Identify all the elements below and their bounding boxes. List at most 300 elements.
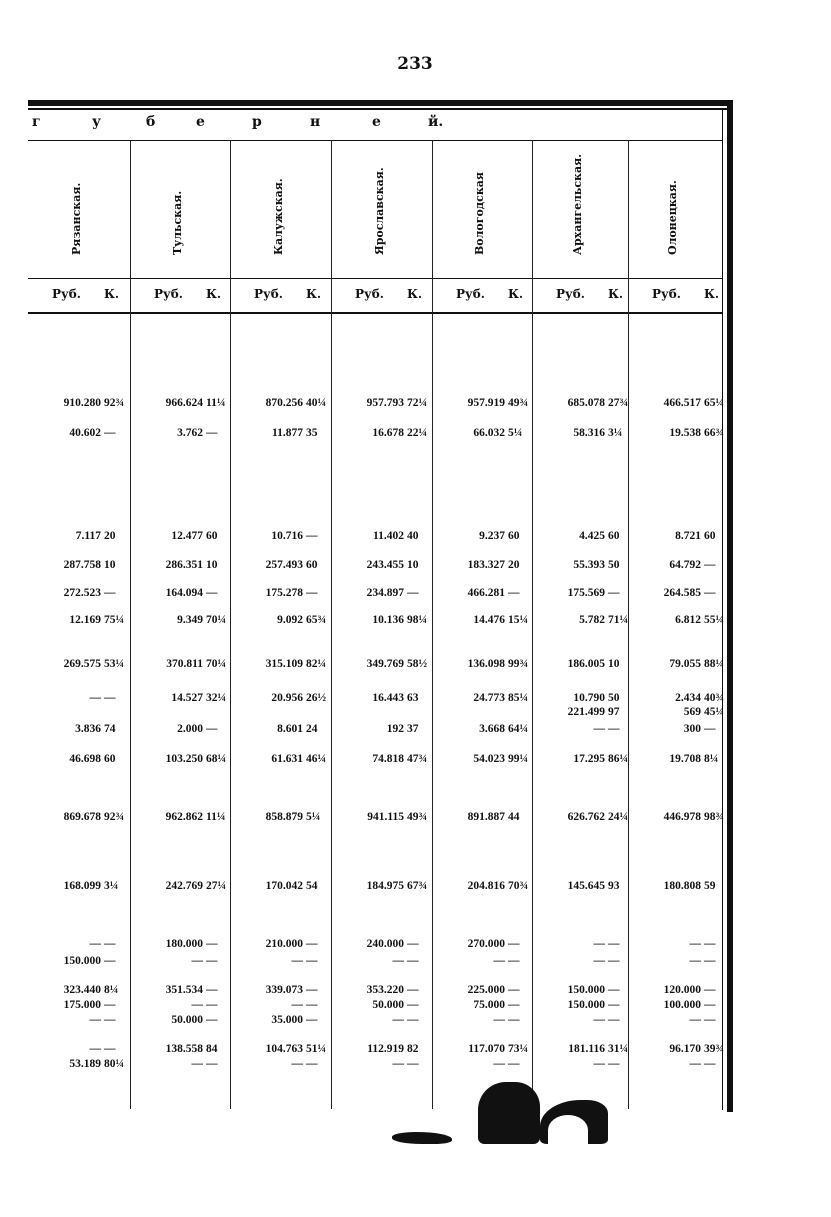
cell-kopecks: 63 xyxy=(407,692,419,704)
cell-kopecks: 60 xyxy=(206,530,218,542)
unit-kop: К. xyxy=(104,287,120,301)
ink-blot-left xyxy=(392,1132,452,1144)
cell-rubles: 58.316 xyxy=(573,427,605,439)
cell-rubles: 9.092 xyxy=(277,614,303,626)
heading-letter: н xyxy=(310,114,321,130)
cell-rubles: — xyxy=(392,1014,404,1026)
cell-rubles: 103.250 xyxy=(165,753,203,765)
cell-kopecks: 70¾ xyxy=(508,880,529,892)
cell-kopecks: — xyxy=(306,938,318,950)
cell-rubles: 14.527 xyxy=(171,692,203,704)
cell-kopecks: — xyxy=(306,587,318,599)
cell-rubles: 19.708 xyxy=(669,753,701,765)
cell-rubles: — xyxy=(89,692,101,704)
cell-rubles: 626.762 xyxy=(567,811,605,823)
unit-kop: К. xyxy=(508,287,524,301)
cell-rubles: — xyxy=(593,938,605,950)
column-line xyxy=(432,141,433,1109)
cell-kopecks: — xyxy=(306,1014,318,1026)
cell-kopecks: 71¼ xyxy=(608,614,629,626)
cell-kopecks: 50 xyxy=(608,692,620,704)
cell-kopecks: 10 xyxy=(104,559,116,571)
cell-kopecks: — xyxy=(704,723,716,735)
cell-rubles: 966.624 xyxy=(165,397,203,409)
cell-kopecks: — xyxy=(104,1043,116,1055)
cell-rubles: — xyxy=(493,1058,505,1070)
cell-kopecks: — xyxy=(704,1058,716,1070)
right-border xyxy=(727,100,733,1112)
cell-rubles: 53.189 xyxy=(69,1058,101,1070)
cell-kopecks: — xyxy=(104,427,116,439)
cell-kopecks: 97 xyxy=(608,706,620,718)
cell-kopecks: 15¼ xyxy=(508,614,529,626)
cell-rubles: — xyxy=(593,955,605,967)
cell-rubles: 50.000 xyxy=(372,999,404,1011)
heading-letter: г xyxy=(32,114,41,130)
cell-kopecks: 84 xyxy=(206,1043,218,1055)
cell-kopecks: 35 xyxy=(306,427,318,439)
cell-kopecks: — xyxy=(704,999,716,1011)
province-header: Архангельская. xyxy=(571,153,584,255)
cell-rubles: 272.523 xyxy=(63,587,101,599)
cell-rubles: 351.534 xyxy=(165,984,203,996)
column-line xyxy=(130,141,131,1109)
cell-rubles: 234.897 xyxy=(366,587,404,599)
cell-rubles: 269.575 xyxy=(63,658,101,670)
right-border-thin xyxy=(722,110,723,1110)
province-header: Рязанская. xyxy=(70,182,83,255)
cell-kopecks: 20 xyxy=(104,530,116,542)
cell-kopecks: — xyxy=(508,955,520,967)
cell-kopecks: 24¼ xyxy=(608,811,629,823)
cell-rubles: 870.256 xyxy=(265,397,303,409)
cell-kopecks: 37 xyxy=(407,723,419,735)
page-number: 233 xyxy=(397,54,433,74)
cell-kopecks: — xyxy=(206,427,218,439)
cell-kopecks: — xyxy=(508,938,520,950)
cell-rubles: 10.716 xyxy=(271,530,303,542)
cell-rubles: 112.919 xyxy=(367,1043,404,1055)
cell-kopecks: 11¼ xyxy=(206,397,226,409)
cell-kopecks: 68¼ xyxy=(206,753,227,765)
cell-rubles: 164.094 xyxy=(165,587,203,599)
top-rule-thin xyxy=(28,108,733,110)
cell-rubles: 685.078 xyxy=(567,397,605,409)
cell-rubles: 287.758 xyxy=(63,559,101,571)
cell-kopecks: 8¼ xyxy=(704,753,719,765)
cell-rubles: 96.170 xyxy=(669,1043,701,1055)
cell-rubles: 170.042 xyxy=(265,880,303,892)
cell-rubles: — xyxy=(593,1014,605,1026)
cell-kopecks: 60 xyxy=(608,530,620,542)
cell-rubles: 183.327 xyxy=(467,559,505,571)
cell-rubles: 349.769 xyxy=(366,658,404,670)
cell-rubles: — xyxy=(191,1058,203,1070)
cell-rubles: 4.425 xyxy=(579,530,605,542)
cell-kopecks: — xyxy=(104,587,116,599)
province-header: Тульская. xyxy=(171,190,184,255)
cell-kopecks: — xyxy=(206,723,218,735)
cell-kopecks: 99¼ xyxy=(508,753,529,765)
column-line xyxy=(532,141,533,1109)
cell-rubles: — xyxy=(689,1014,701,1026)
cell-rubles: 264.585 xyxy=(663,587,701,599)
cell-rubles: 54.023 xyxy=(473,753,505,765)
cell-kopecks: 3¼ xyxy=(104,880,119,892)
cell-rubles: 100.000 xyxy=(663,999,701,1011)
cell-rubles: 55.393 xyxy=(573,559,605,571)
cell-rubles: 210.000 xyxy=(265,938,303,950)
unit-rub: Руб. xyxy=(456,287,485,301)
cell-kopecks: — xyxy=(608,1058,620,1070)
cell-rubles: 46.698 xyxy=(69,753,101,765)
cell-rubles: — xyxy=(593,1058,605,1070)
column-line xyxy=(230,141,231,1109)
cell-rubles: 138.558 xyxy=(165,1043,203,1055)
cell-kopecks: — xyxy=(407,1014,419,1026)
cell-rubles: — xyxy=(689,938,701,950)
cell-kopecks: 49¾ xyxy=(508,397,529,409)
cell-kopecks: 32¼ xyxy=(206,692,227,704)
unit-rub: Руб. xyxy=(355,287,384,301)
cell-rubles: 75.000 xyxy=(473,999,505,1011)
cell-rubles: 20.956 xyxy=(271,692,303,704)
cell-rubles: 869.678 xyxy=(63,811,101,823)
cell-kopecks: 74 xyxy=(104,723,116,735)
cell-rubles: 569 xyxy=(683,706,701,718)
cell-rubles: 2.434 xyxy=(675,692,701,704)
heading-letter: е xyxy=(372,114,381,130)
cell-kopecks: 27¼ xyxy=(206,880,227,892)
heading-row xyxy=(28,112,723,140)
heading-letter: й. xyxy=(428,114,444,130)
cell-rubles: 962.862 xyxy=(165,811,203,823)
cell-kopecks: 73¼ xyxy=(508,1043,529,1055)
cell-kopecks: — xyxy=(608,587,620,599)
cell-rubles: — xyxy=(291,1058,303,1070)
cell-kopecks: — xyxy=(608,938,620,950)
cell-rubles: 910.280 xyxy=(63,397,101,409)
cell-kopecks: 65¾ xyxy=(306,614,327,626)
province-header: Вологодская xyxy=(473,171,486,255)
cell-rubles: 3.668 xyxy=(479,723,505,735)
unit-bottom-rule xyxy=(28,312,723,314)
cell-rubles: 7.117 xyxy=(75,530,101,542)
cell-kopecks: — xyxy=(206,1014,218,1026)
cell-rubles: 221.499 xyxy=(567,706,605,718)
cell-kopecks: 70¼ xyxy=(206,614,227,626)
cell-kopecks: 82 xyxy=(407,1043,419,1055)
cell-kopecks: — xyxy=(306,1058,318,1070)
cell-kopecks: 98¾ xyxy=(704,811,725,823)
cell-kopecks: 72¼ xyxy=(407,397,428,409)
cell-rubles: 66.032 xyxy=(473,427,505,439)
cell-rubles: 240.000 xyxy=(366,938,404,950)
cell-kopecks: — xyxy=(704,587,716,599)
cell-kopecks: — xyxy=(704,938,716,950)
cell-kopecks: 3¼ xyxy=(608,427,623,439)
cell-kopecks: — xyxy=(104,1014,116,1026)
cell-rubles: 957.793 xyxy=(366,397,404,409)
cell-kopecks: — xyxy=(206,999,218,1011)
cell-rubles: 242.769 xyxy=(165,880,203,892)
cell-kopecks: — xyxy=(508,587,520,599)
cell-rubles: 181.116 xyxy=(568,1043,605,1055)
cell-rubles: 257.493 xyxy=(265,559,303,571)
cell-kopecks: 51¼ xyxy=(306,1043,327,1055)
province-header: Олонецкая. xyxy=(666,180,679,255)
cell-rubles: 16.443 xyxy=(372,692,404,704)
cell-kopecks: 8¼ xyxy=(104,984,119,996)
cell-rubles: 136.098 xyxy=(467,658,505,670)
cell-kopecks: 66¾ xyxy=(704,427,725,439)
cell-kopecks: 92¾ xyxy=(104,811,125,823)
cell-rubles: 858.879 xyxy=(265,811,303,823)
cell-kopecks: 50 xyxy=(608,559,620,571)
cell-rubles: 3.762 xyxy=(177,427,203,439)
cell-rubles: 50.000 xyxy=(171,1014,203,1026)
cell-rubles: 145.645 xyxy=(567,880,605,892)
cell-rubles: 192 xyxy=(386,723,404,735)
cell-kopecks: 10 xyxy=(407,559,419,571)
cell-rubles: — xyxy=(689,1058,701,1070)
unit-kop: К. xyxy=(206,287,222,301)
cell-kopecks: — xyxy=(306,530,318,542)
cell-rubles: 180.000 xyxy=(165,938,203,950)
cell-rubles: — xyxy=(689,955,701,967)
heading-bottom-rule xyxy=(28,140,723,141)
heading-letter: б xyxy=(146,114,156,130)
cell-kopecks: 93 xyxy=(608,880,620,892)
cell-rubles: 150.000 xyxy=(567,984,605,996)
cell-kopecks: 70¼ xyxy=(206,658,227,670)
cell-rubles: 175.278 xyxy=(265,587,303,599)
cell-kopecks: 92¾ xyxy=(104,397,125,409)
cell-kopecks: — xyxy=(508,1058,520,1070)
cell-kopecks: — xyxy=(704,984,716,996)
cell-kopecks: — xyxy=(104,955,116,967)
cell-kopecks: 10 xyxy=(608,658,620,670)
cell-kopecks: — xyxy=(608,955,620,967)
ink-blot-center xyxy=(478,1082,540,1144)
cell-kopecks: — xyxy=(306,999,318,1011)
cell-kopecks: 49¾ xyxy=(407,811,428,823)
cell-kopecks: — xyxy=(608,723,620,735)
cell-rubles: 117.070 xyxy=(468,1043,505,1055)
cell-rubles: 270.000 xyxy=(467,938,505,950)
cell-rubles: 175.000 xyxy=(63,999,101,1011)
cell-rubles: 40.602 xyxy=(69,427,101,439)
cell-kopecks: 10 xyxy=(206,559,218,571)
cell-kopecks: 60 xyxy=(508,530,520,542)
cell-rubles: 16.678 xyxy=(372,427,404,439)
cell-rubles: — xyxy=(493,955,505,967)
cell-rubles: 35.000 xyxy=(271,1014,303,1026)
cell-kopecks: — xyxy=(206,984,218,996)
cell-kopecks: — xyxy=(407,955,419,967)
province-header: Калужская. xyxy=(271,178,285,255)
cell-rubles: 339.073 xyxy=(265,984,303,996)
cell-kopecks: — xyxy=(704,955,716,967)
province-header: Ярославская. xyxy=(372,167,386,255)
cell-kopecks: 24 xyxy=(306,723,318,735)
cell-kopecks: 80¼ xyxy=(104,1058,125,1070)
cell-kopecks: 44 xyxy=(508,811,520,823)
cell-kopecks: 60 xyxy=(704,530,716,542)
cell-rubles: 353.220 xyxy=(366,984,404,996)
province-bottom-rule xyxy=(28,278,723,279)
unit-kop: К. xyxy=(608,287,624,301)
cell-rubles: 286.351 xyxy=(165,559,203,571)
cell-rubles: 14.476 xyxy=(473,614,505,626)
cell-rubles: — xyxy=(593,723,605,735)
cell-rubles: 64.792 xyxy=(669,559,701,571)
cell-rubles: — xyxy=(392,955,404,967)
cell-kopecks: 64¼ xyxy=(508,723,529,735)
cell-kopecks: — xyxy=(206,1058,218,1070)
cell-rubles: — xyxy=(89,1014,101,1026)
cell-rubles: 10.790 xyxy=(573,692,605,704)
unit-rub: Руб. xyxy=(556,287,585,301)
cell-kopecks: 85¼ xyxy=(508,692,529,704)
cell-rubles: 12.477 xyxy=(171,530,203,542)
cell-rubles: 11.402 xyxy=(373,530,404,542)
cell-kopecks: 88¼ xyxy=(704,658,725,670)
cell-kopecks: — xyxy=(306,955,318,967)
cell-rubles: — xyxy=(89,938,101,950)
cell-rubles: 168.099 xyxy=(63,880,101,892)
cell-rubles: 466.281 xyxy=(467,587,505,599)
cell-rubles: 957.919 xyxy=(467,397,505,409)
cell-kopecks: 27¾ xyxy=(608,397,629,409)
cell-kopecks: 31¼ xyxy=(608,1043,629,1055)
cell-rubles: 74.818 xyxy=(372,753,404,765)
cell-rubles: 3.836 xyxy=(75,723,101,735)
cell-rubles: 9.349 xyxy=(177,614,203,626)
heading-letter: р xyxy=(252,114,262,130)
cell-rubles: — xyxy=(392,1058,404,1070)
unit-rub: Руб. xyxy=(154,287,183,301)
cell-kopecks: — xyxy=(608,999,620,1011)
top-rule xyxy=(28,100,733,106)
cell-rubles: 19.538 xyxy=(669,427,701,439)
cell-kopecks: 53¼ xyxy=(104,658,125,670)
cell-kopecks: — xyxy=(104,692,116,704)
cell-kopecks: 39¾ xyxy=(704,1043,725,1055)
cell-rubles: 315.109 xyxy=(265,658,303,670)
cell-kopecks: 20 xyxy=(508,559,520,571)
cell-kopecks: 5¼ xyxy=(306,811,321,823)
cell-rubles: 12.169 xyxy=(69,614,101,626)
cell-rubles: — xyxy=(493,1014,505,1026)
cell-kopecks: — xyxy=(508,999,520,1011)
cell-kopecks: — xyxy=(104,999,116,1011)
cell-rubles: — xyxy=(191,999,203,1011)
cell-rubles: 10.136 xyxy=(372,614,404,626)
cell-rubles: — xyxy=(191,955,203,967)
cell-rubles: 8.721 xyxy=(675,530,701,542)
cell-rubles: 17.295 xyxy=(573,753,605,765)
cell-kopecks: — xyxy=(206,955,218,967)
cell-kopecks: 75¼ xyxy=(104,614,125,626)
cell-kopecks: — xyxy=(407,1058,419,1070)
unit-kop: К. xyxy=(407,287,423,301)
cell-kopecks: 47¾ xyxy=(407,753,428,765)
unit-kop: К. xyxy=(704,287,720,301)
cell-rubles: 5.782 xyxy=(579,614,605,626)
heading-letter: у xyxy=(92,114,101,130)
cell-rubles: 323.440 xyxy=(63,984,101,996)
cell-rubles: 466.517 xyxy=(663,397,701,409)
cell-kopecks: 58½ xyxy=(407,658,428,670)
cell-rubles: 225.000 xyxy=(467,984,505,996)
cell-kopecks: — xyxy=(306,984,318,996)
cell-kopecks: — xyxy=(508,984,520,996)
cell-kopecks: 55¼ xyxy=(704,614,725,626)
cell-kopecks: 40¾ xyxy=(704,692,725,704)
ink-blot-notch xyxy=(548,1115,588,1145)
cell-kopecks: 65¼ xyxy=(704,397,725,409)
cell-rubles: 104.763 xyxy=(265,1043,303,1055)
cell-rubles: — xyxy=(89,1043,101,1055)
column-line xyxy=(331,141,332,1109)
cell-rubles: — xyxy=(291,999,303,1011)
cell-kopecks: 60 xyxy=(306,559,318,571)
cell-rubles: 243.455 xyxy=(366,559,404,571)
unit-rub: Руб. xyxy=(52,287,81,301)
cell-kopecks: — xyxy=(104,938,116,950)
cell-rubles: 11.877 xyxy=(272,427,303,439)
cell-rubles: 79.055 xyxy=(669,658,701,670)
cell-kopecks: 40¼ xyxy=(306,397,327,409)
column-line xyxy=(628,141,629,1109)
cell-rubles: 150.000 xyxy=(567,999,605,1011)
cell-kopecks: — xyxy=(206,938,218,950)
cell-rubles: 61.631 xyxy=(271,753,303,765)
cell-rubles: 186.005 xyxy=(567,658,605,670)
cell-kopecks: — xyxy=(206,587,218,599)
unit-rub: Руб. xyxy=(652,287,681,301)
cell-rubles: 8.601 xyxy=(277,723,303,735)
cell-kopecks: 11¼ xyxy=(206,811,226,823)
cell-rubles: 120.000 xyxy=(663,984,701,996)
cell-kopecks: — xyxy=(704,1014,716,1026)
cell-kopecks: 54 xyxy=(306,880,318,892)
cell-kopecks: 98¼ xyxy=(407,614,428,626)
cell-rubles: 2.000 xyxy=(177,723,203,735)
cell-rubles: 204.816 xyxy=(467,880,505,892)
heading-letter: е xyxy=(196,114,205,130)
cell-rubles: 446.978 xyxy=(663,811,701,823)
cell-kopecks: 45¼ xyxy=(704,706,725,718)
cell-rubles: 184.975 xyxy=(366,880,404,892)
unit-rub: Руб. xyxy=(254,287,283,301)
cell-kopecks: — xyxy=(508,1014,520,1026)
cell-rubles: 175.569 xyxy=(567,587,605,599)
cell-rubles: 9.237 xyxy=(479,530,505,542)
cell-kopecks: 60 xyxy=(104,753,116,765)
cell-kopecks: 26½ xyxy=(306,692,327,704)
cell-kopecks: 82¼ xyxy=(306,658,327,670)
cell-kopecks: — xyxy=(608,1014,620,1026)
cell-rubles: 150.000 xyxy=(63,955,101,967)
cell-kopecks: 67¾ xyxy=(407,880,428,892)
cell-rubles: 300 xyxy=(683,723,701,735)
cell-rubles: 6.812 xyxy=(675,614,701,626)
cell-kopecks: 59 xyxy=(704,880,716,892)
cell-rubles: 891.887 xyxy=(467,811,505,823)
cell-kopecks: — xyxy=(608,984,620,996)
